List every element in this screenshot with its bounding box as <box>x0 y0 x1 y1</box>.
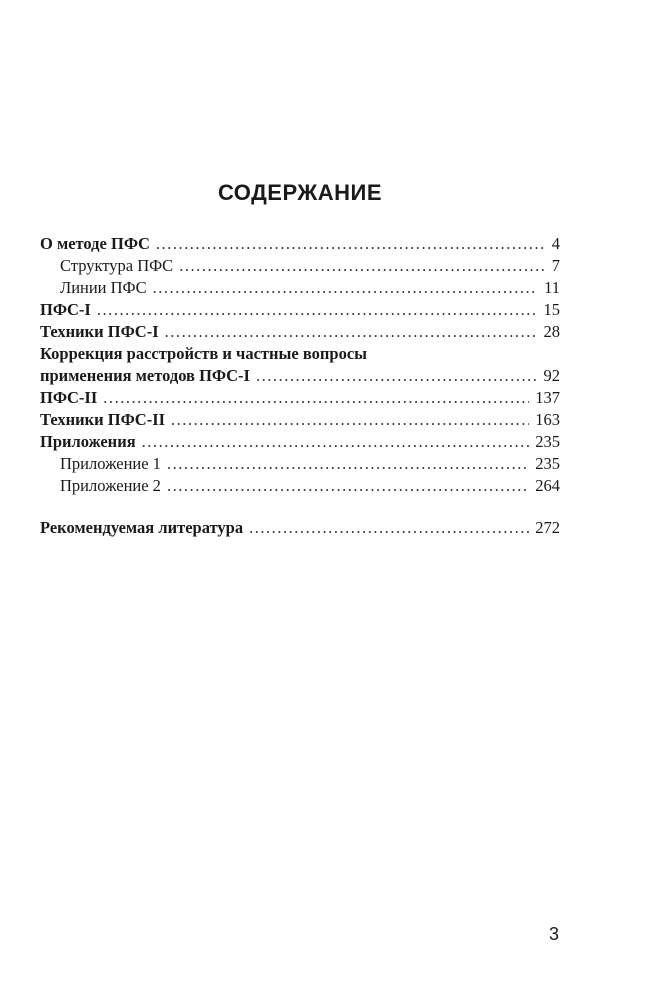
toc-entry[interactable] <box>40 475 560 497</box>
toc-entry-page: 235 <box>535 454 560 473</box>
dot-leader <box>142 431 530 453</box>
toc-entry-label: Рекомендуемая литература <box>40 518 244 537</box>
toc-entry-label: Приложение 2 <box>60 476 161 495</box>
page-number: 3 <box>549 924 560 944</box>
toc-entry-page: 163 <box>535 410 560 429</box>
toc-entry[interactable] <box>40 409 560 431</box>
toc-entry[interactable] <box>40 517 560 539</box>
toc-entry-page: 264 <box>535 476 560 495</box>
dot-leader <box>249 517 529 539</box>
toc-entry[interactable] <box>40 277 560 299</box>
toc-heading: СОДЕРЖАНИЕ <box>217 180 383 205</box>
toc-entry[interactable] <box>40 453 560 475</box>
dot-leader <box>167 475 529 497</box>
toc-entry-label: ПФС-II <box>40 388 98 407</box>
toc-entry[interactable] <box>40 387 560 409</box>
dot-leader <box>171 409 529 431</box>
toc-entry-page: 272 <box>535 518 560 537</box>
toc-entry-page: 7 <box>551 256 560 275</box>
dot-leader <box>156 233 546 255</box>
toc-entry-label: О методе ПФС <box>40 234 150 253</box>
toc-entry-page: 15 <box>543 300 560 319</box>
dot-leader <box>179 255 546 277</box>
dot-leader <box>167 453 529 475</box>
toc-entry-page: 92 <box>543 366 560 385</box>
spacer <box>40 497 560 517</box>
toc-entry-label: ПФС-I <box>40 300 91 319</box>
dot-leader <box>97 299 538 321</box>
toc-entry[interactable] <box>40 255 560 277</box>
toc-entry-label: Линии ПФС <box>60 278 147 297</box>
toc-entry-label: Приложение 1 <box>60 454 161 473</box>
toc-entry-page: 4 <box>551 234 560 253</box>
toc-entry-label: применения методов ПФС-I <box>40 366 250 385</box>
dot-leader <box>165 321 538 343</box>
toc-entry-page: 235 <box>535 432 560 451</box>
toc-entry[interactable] <box>40 365 560 387</box>
toc-entry-label: Техники ПФС-II <box>40 410 166 429</box>
toc-entry[interactable] <box>40 233 560 255</box>
toc-entry[interactable] <box>40 321 560 343</box>
toc-entry-page: 11 <box>544 278 560 297</box>
dot-leader <box>256 365 538 387</box>
toc-entry-label: Приложения <box>40 432 136 451</box>
table-of-contents <box>40 233 560 539</box>
dot-leader <box>103 387 529 409</box>
toc-entry-label: Техники ПФС-I <box>40 322 159 341</box>
toc-entry-page: 28 <box>543 322 560 341</box>
toc-entry-label: Структура ПФС <box>60 256 174 275</box>
toc-entry-page: 137 <box>535 388 560 407</box>
toc-entry[interactable] <box>40 299 560 321</box>
toc-entry[interactable] <box>40 431 560 453</box>
dot-leader <box>153 277 539 299</box>
toc-entry-label-line1[interactable]: Коррекция расстройств и частные вопросы <box>40 344 368 363</box>
